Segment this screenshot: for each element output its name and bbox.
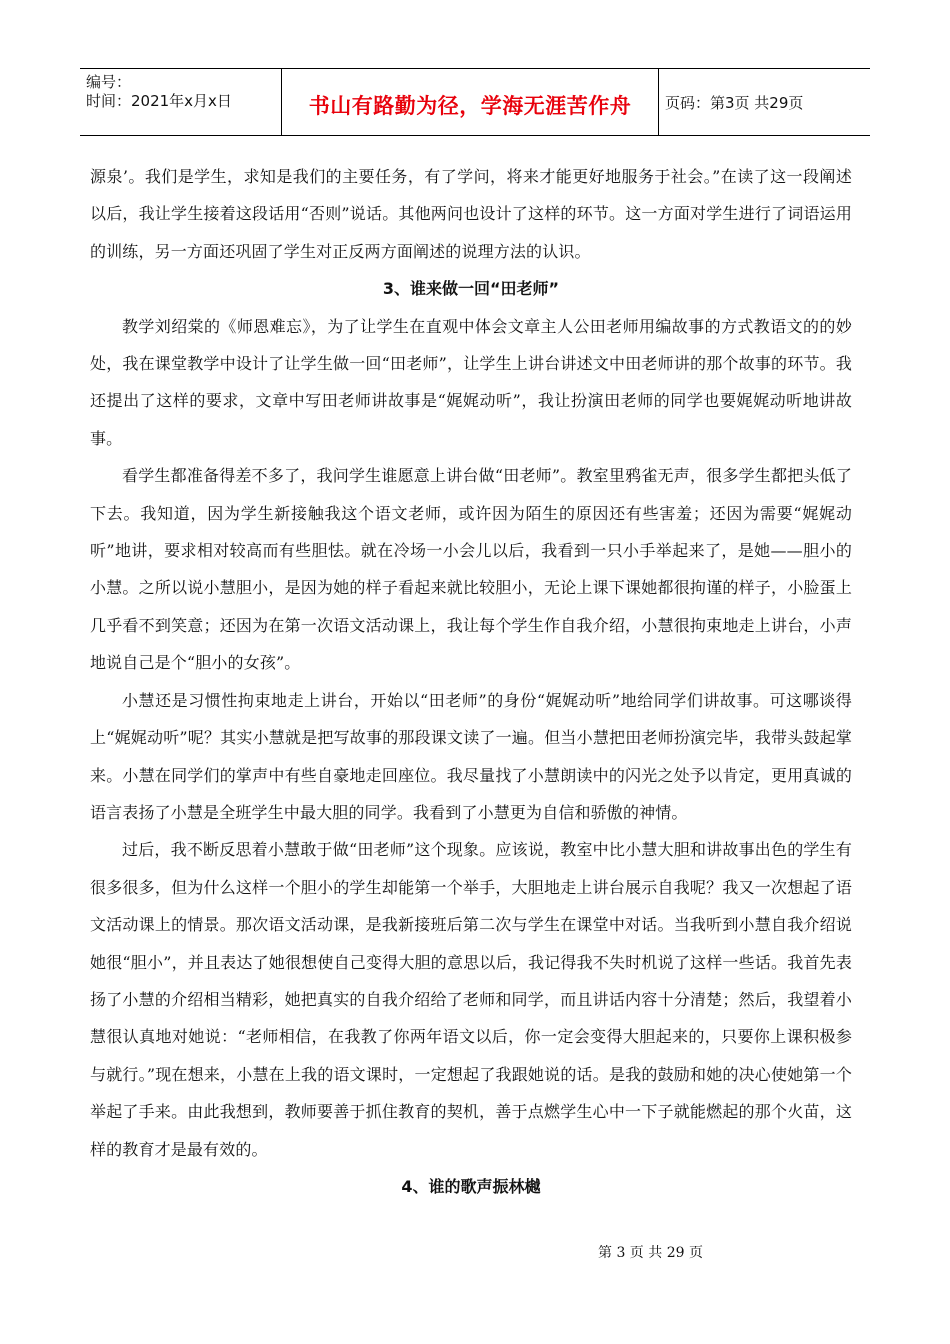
page-header: [80, 68, 870, 136]
header-meta-cell: [80, 69, 282, 135]
document-body: [90, 158, 852, 1205]
section-heading: 3、谁来做一回“田老师”: [382, 279, 560, 299]
paragraph: 源泉’。我们是学生，求知是我们的主要任务，有了学问，将来才能更好地服务于社会。”在读了这一段阐述以后，我让学生接着这段话用“否则”说话。其他两问也设计了这样的环节。这一方面对学生进行了词语运用的训练，另一方面还巩固了学生对正反两方面阐述的说理方法的认识。: [90, 167, 852, 261]
header-motto: 书山有路勤为径，学海无涯苦作舟: [282, 69, 659, 135]
footer-page-number: 第 3 页 共 29 页: [598, 1245, 703, 1261]
paragraph: 看学生都准备得差不多了，我问学生谁愿意上讲台做“田老师”。教室里鸦雀无声，很多学生都把头低了下去。我知道，因为学生新接触我这个语文老师，或许因为陌生的原因还有些害羞；还因为需要“娓娓动听”地讲，要求相对较高而有些胆怯。就在冷场一小会儿以后，我看到一只小手举起来了，是她——胆小的小慧。之所以说小慧胆小，是因为她的样子看起来就比较胆小，无论上课下课她都很拘谨的样子，小脸蛋上几乎看不到笑意；还因为在第一次语文活动课上，我让每个学生作自我介绍，小慧很拘束地走上讲台，小声地说自己是个“胆小的女孩”。: [90, 466, 852, 673]
paragraph: 小慧还是习惯性拘束地走上讲台，开始以“田老师”的身份“娓娓动听”地给同学们讲故事。可这哪谈得上“娓娓动听”呢？其实小慧就是把写故事的那段课文读了一遍。但当小慧把田老师扮演完毕，我带头鼓起掌来。小慧在同学们的掌声中有些自豪地走回座位。我尽量找了小慧朗读中的闪光之处予以肯定，更用真诚的语言表扬了小慧是全班学生中最大胆的同学。我看到了小慧更为自信和骄傲的神情。: [90, 690, 852, 822]
document-date-label: 时间：2021年x月x日: [86, 92, 232, 110]
document-number-label: 编号：: [86, 73, 132, 91]
paragraph: 过后，我不断反思着小慧敢于做“田老师”这个现象。应该说，教室中比小慧大胆和讲故事出色的学生有很多很多，但为什么这样一个胆小的学生却能第一个举手，大胆地走上讲台展示自我呢？我又一次想起了语文活动课上的情景。那次语文活动课，是我新接班后第二次与学生在课堂中对话。当我听到小慧自我介绍说她很“胆小”，并且表达了她很想使自己变得大胆的意思以后，我记得我不失时机说了这样一些话。我首先表扬了小慧的介绍相当精彩，她把真实的自我介绍给了老师和同学，而且讲话内容十分清楚；然后，我望着小慧很认真地对她说：“老师相信，在我教了你两年语文以后，你一定会变得大胆起来的，只要你上课积极参与就行。”现在想来，小慧在上我的语文课时，一定想起了我跟她说的话。是我的鼓励和她的决心使她第一个举起了手来。由此我想到，教师要善于抓住教育的契机，善于点燃学生心中一下子就能燃起的那个火苗，这样的教育才是最有效的。: [90, 840, 852, 1159]
section-heading: 4、谁的歌声振林樾: [401, 1176, 541, 1196]
header-page-number: 页码：第3页 共29页: [665, 93, 804, 112]
paragraph: 教学刘绍棠的《师恩难忘》，为了让学生在直观中体会文章主人公田老师用编故事的方式教语文的的妙处，我在课堂教学中设计了让学生做一回“田老师”，让学生上讲台讲述文中田老师讲的那个故事的环节。我还提出了这样的要求，文章中写田老师讲故事是“娓娓动听”，我让扮演田老师的同学也要娓娓动听地讲故事。: [90, 316, 852, 448]
